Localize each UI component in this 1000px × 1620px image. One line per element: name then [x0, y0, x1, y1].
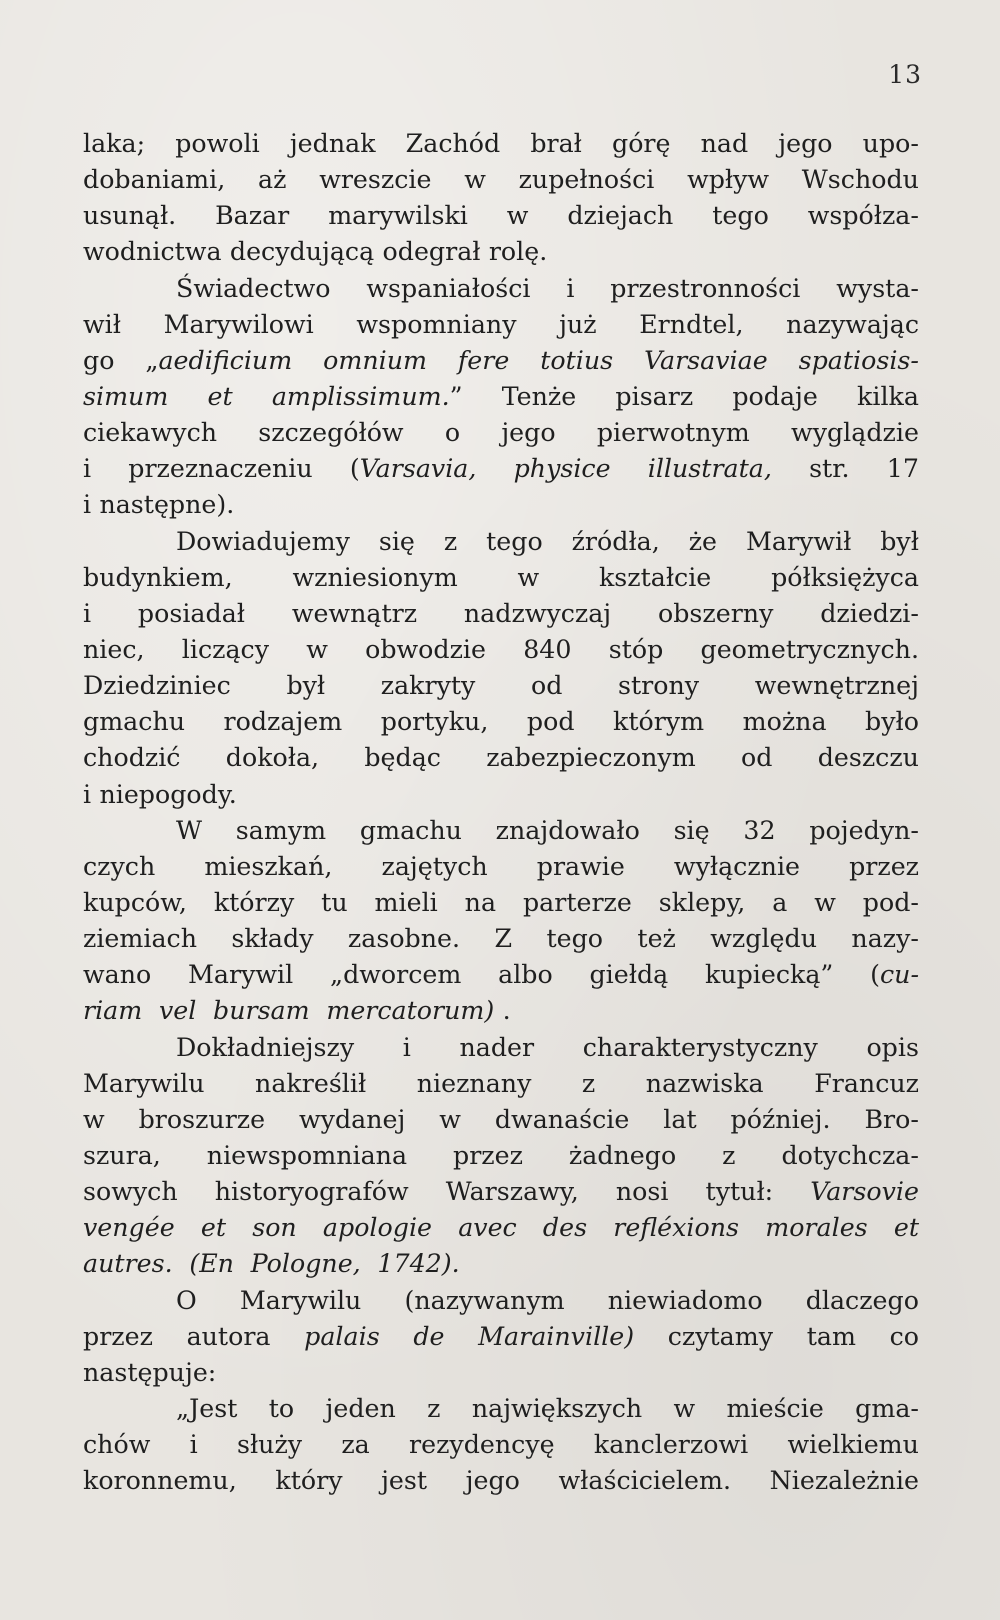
word: źródła, — [571, 526, 660, 556]
word: go — [83, 345, 115, 375]
word: Świadectwo — [176, 273, 331, 303]
text-line — [83, 451, 919, 487]
word: z — [581, 1068, 596, 1098]
word: nosi — [615, 1177, 669, 1207]
word: 17 — [886, 454, 919, 484]
word: spatiosis- — [798, 345, 919, 375]
word: posiadał — [137, 598, 245, 628]
word: dotychcza- — [781, 1140, 919, 1170]
text-line — [83, 1391, 919, 1427]
word: już — [559, 309, 597, 339]
word: Bro- — [864, 1104, 919, 1134]
word: jest — [381, 1466, 428, 1496]
word: w — [814, 887, 836, 917]
word: współza- — [807, 201, 919, 231]
word: o — [444, 418, 461, 448]
word: odegrał — [382, 237, 481, 267]
word: opis — [866, 1032, 919, 1062]
word: nader — [459, 1032, 535, 1062]
text-line — [83, 1463, 919, 1499]
word: niepogody. — [99, 779, 237, 809]
word: gmachu — [83, 707, 186, 737]
word: pod- — [862, 887, 919, 917]
word: pojedyn- — [809, 815, 919, 845]
text-line — [83, 1283, 919, 1319]
word: fere — [457, 345, 510, 375]
word: największych — [471, 1393, 643, 1423]
word: to — [268, 1393, 295, 1423]
word: dwanaście — [494, 1104, 630, 1134]
word: i — [83, 598, 92, 628]
text-line — [83, 993, 919, 1029]
word: Zachód — [405, 129, 501, 158]
word: Z — [494, 924, 513, 954]
word: dziejach — [567, 201, 674, 231]
word: ciekawych — [83, 418, 218, 448]
word: wielkiemu — [787, 1430, 919, 1460]
word: zasobne. — [347, 924, 461, 954]
word: palais — [304, 1321, 380, 1351]
word: rezydencyę — [409, 1430, 555, 1460]
word: w — [673, 1393, 696, 1423]
word: „aedificium — [145, 345, 293, 375]
word: (Varsavia, — [349, 454, 477, 484]
text-line — [83, 524, 919, 560]
text-line — [83, 1066, 919, 1102]
text-line — [83, 1210, 919, 1246]
word: dobaniami, — [83, 165, 226, 195]
word: jego — [778, 129, 833, 158]
word: wyłącznie — [673, 851, 800, 881]
word: wano — [83, 960, 152, 990]
word: omnium — [323, 345, 427, 375]
word: wysta- — [836, 273, 919, 303]
text-line — [83, 1319, 919, 1355]
word: O — [176, 1285, 197, 1315]
word: mercatorum) . — [326, 996, 511, 1026]
word: wyglądzie — [791, 418, 919, 448]
word: i — [83, 779, 92, 809]
word: dlaczego — [805, 1285, 919, 1315]
word: następuje: — [83, 1357, 217, 1387]
text-line — [83, 162, 919, 198]
text-line — [83, 957, 919, 993]
word: charakterystyczny — [582, 1032, 818, 1062]
word: liczący — [181, 634, 269, 664]
word: kilka — [857, 381, 919, 411]
word: znajdowało — [495, 815, 640, 845]
word: tam — [806, 1321, 856, 1351]
text-line — [83, 1246, 919, 1282]
text-line — [83, 1174, 919, 1210]
word: simum — [83, 381, 169, 411]
text-line — [83, 849, 919, 885]
word: Niezależnie — [769, 1466, 919, 1496]
word: będąc — [364, 743, 441, 773]
word: nazy- — [851, 924, 919, 954]
word: następne). — [99, 490, 235, 520]
word: jednak — [289, 129, 376, 158]
word: tu — [321, 887, 348, 917]
text-line — [83, 271, 919, 307]
word: nazywając — [786, 309, 919, 339]
word: autres. — [83, 1249, 173, 1279]
word: kupców, — [83, 887, 187, 917]
word: którzy — [213, 887, 295, 917]
word: gma- — [855, 1393, 919, 1423]
word: apologie — [322, 1213, 433, 1243]
word: zupełności — [518, 165, 655, 195]
text-line — [83, 921, 919, 957]
word: illustrata, — [647, 454, 772, 484]
word: co — [889, 1321, 919, 1351]
word: bursam — [213, 996, 310, 1026]
word: kupiecką” — [704, 960, 834, 990]
word: morales — [765, 1213, 868, 1243]
word: vengée — [83, 1213, 175, 1243]
text-line — [83, 1138, 919, 1174]
word: którym — [613, 707, 705, 737]
word: tego — [712, 201, 769, 231]
word: tego — [486, 526, 543, 556]
word: od — [530, 671, 563, 701]
word: et — [207, 381, 233, 411]
word: deszczu — [817, 743, 919, 773]
text-line — [83, 1427, 919, 1463]
word: amplissimum.” — [271, 381, 463, 411]
word: pierwotnym — [596, 418, 750, 448]
word: i — [566, 273, 575, 303]
word: niewiadomo — [607, 1285, 763, 1315]
word: nieznany — [416, 1068, 532, 1098]
text-line — [83, 198, 919, 234]
word: autora — [186, 1321, 271, 1351]
word: geometrycznych. — [700, 634, 919, 664]
word: lat — [663, 1104, 697, 1134]
text-line — [83, 596, 919, 632]
word: pod — [526, 707, 575, 737]
word: Dokładniejszy — [176, 1032, 355, 1062]
word: przez — [83, 1321, 153, 1351]
page-number: 13 — [888, 60, 922, 89]
text-line — [83, 704, 919, 740]
text-line — [83, 379, 919, 415]
word: jeden — [325, 1393, 396, 1423]
word: w — [517, 562, 540, 592]
word: służy — [236, 1430, 303, 1460]
word: „Jest — [176, 1393, 238, 1423]
word: mieście — [726, 1393, 824, 1423]
word: szczegółów — [258, 418, 404, 448]
word: zakryty — [380, 671, 476, 701]
word: dokoła, — [225, 743, 320, 773]
word: chodzić — [83, 743, 181, 773]
word: et — [200, 1213, 227, 1243]
text-line — [83, 560, 919, 596]
word: można — [742, 707, 827, 737]
word: zabezpieczonym — [486, 743, 696, 773]
word: wodnictwa — [83, 237, 222, 267]
word: podaje — [732, 381, 818, 411]
word: physice — [513, 454, 611, 484]
word: son — [252, 1213, 297, 1243]
word: był — [286, 671, 326, 701]
word: sowych — [83, 1177, 178, 1207]
word: przez — [453, 1140, 523, 1170]
word: mieszkań, — [204, 851, 333, 881]
text-line — [83, 307, 919, 343]
word: za — [341, 1430, 370, 1460]
word: jego — [501, 418, 556, 448]
text-line — [83, 234, 919, 270]
text-line — [83, 1102, 919, 1138]
word: i — [189, 1430, 198, 1460]
text-line — [83, 813, 919, 849]
word: gmachu — [359, 815, 462, 845]
word: się — [378, 526, 415, 556]
word: usunął. — [83, 201, 177, 231]
word: Marywil — [188, 960, 294, 990]
word: Marywilu — [83, 1068, 205, 1098]
word: rolę. — [488, 237, 548, 267]
word: laka; — [83, 129, 146, 158]
word: parterze — [522, 887, 632, 917]
body-text — [83, 126, 919, 1499]
word: prawie — [536, 851, 625, 881]
word: a — [772, 887, 788, 917]
word: czytamy — [667, 1321, 774, 1351]
word: który — [275, 1466, 343, 1496]
word: półksiężyca — [771, 562, 919, 592]
word: Erndtel, — [639, 309, 744, 339]
word: i — [402, 1032, 411, 1062]
word: chów — [83, 1430, 151, 1460]
word: Warszawy, — [445, 1177, 579, 1207]
word: budynkiem, — [83, 562, 233, 592]
word: wzniesionym — [292, 562, 458, 592]
word: składy — [231, 924, 314, 954]
word: wewnętrznej — [754, 671, 919, 701]
word: w — [439, 1104, 461, 1134]
word: Varsovie — [810, 1177, 919, 1207]
word: nazwiska — [645, 1068, 764, 1098]
word: niewspomniana — [206, 1140, 408, 1170]
word: też — [637, 924, 676, 954]
word: później. — [730, 1104, 831, 1134]
word: na — [464, 887, 497, 917]
text-line — [83, 777, 919, 813]
word: Bazar — [215, 201, 290, 231]
word: (En — [189, 1249, 234, 1279]
word: sklepy, — [658, 887, 746, 917]
word: broszurze — [138, 1104, 266, 1134]
word: czych — [83, 851, 156, 881]
word: albo — [498, 960, 553, 990]
word: z — [722, 1140, 736, 1170]
word: 1742). — [377, 1249, 460, 1279]
word: rodzajem — [223, 707, 343, 737]
word: przeznaczeniu — [128, 454, 313, 484]
word: Tenże — [501, 381, 577, 411]
word: wreszcie — [319, 165, 432, 195]
word: Marywilu — [239, 1285, 362, 1315]
word: z — [427, 1393, 441, 1423]
word: w — [83, 1104, 105, 1134]
word: Varsaviae — [644, 345, 768, 375]
word: ziemiach — [83, 924, 198, 954]
word: 32 — [743, 815, 776, 845]
word: od — [740, 743, 773, 773]
word: wewnątrz — [291, 598, 418, 628]
word: Francuz — [814, 1068, 919, 1098]
word: Wschodu — [801, 165, 919, 195]
word: wspaniałości — [366, 273, 531, 303]
word: było — [865, 707, 919, 737]
text-line — [83, 668, 919, 704]
word: refléxions — [613, 1213, 740, 1243]
word: strony — [618, 671, 700, 701]
word: Marywilowi — [163, 309, 314, 339]
word: (cu- — [870, 960, 919, 990]
text-line — [83, 885, 919, 921]
word: przestronności — [610, 273, 801, 303]
word: obszerny — [657, 598, 774, 628]
word: że — [688, 526, 718, 556]
word: Dziedziniec — [83, 671, 231, 701]
word: wspomniany — [356, 309, 517, 339]
word: Marainville) — [478, 1321, 635, 1351]
word: przez — [849, 851, 919, 881]
word: właścicielem. — [558, 1466, 732, 1496]
word: tego — [546, 924, 603, 954]
word: wpływ — [687, 165, 770, 195]
word: jego — [465, 1466, 520, 1496]
word: nad — [700, 129, 749, 158]
word: niec, — [83, 634, 145, 664]
word: aż — [258, 165, 287, 195]
word: Dowiadujemy — [176, 526, 350, 556]
word: et — [893, 1213, 919, 1243]
word: pisarz — [615, 381, 694, 411]
word: totius — [540, 345, 614, 375]
word: str. — [809, 454, 850, 484]
word: 840 — [523, 634, 572, 664]
word: de — [413, 1321, 445, 1351]
text-line — [83, 343, 919, 379]
word: i — [83, 454, 92, 484]
text-line — [83, 1355, 919, 1391]
word: z — [443, 526, 458, 556]
word: dziedzi- — [820, 598, 919, 628]
word: „dworcem — [329, 960, 462, 990]
word: brał — [530, 129, 582, 158]
word: względu — [710, 924, 818, 954]
word: vel — [158, 996, 197, 1026]
word: koronnemu, — [83, 1466, 237, 1496]
word: i — [83, 490, 92, 520]
word: się — [673, 815, 710, 845]
word: historyografów — [214, 1177, 409, 1207]
word: portyku, — [380, 707, 489, 737]
word: w — [506, 201, 529, 231]
word: stóp — [608, 634, 664, 664]
word: Pologne, — [250, 1249, 361, 1279]
word: zajętych — [381, 851, 488, 881]
word: kanclerzowi — [593, 1430, 749, 1460]
text-line — [83, 126, 919, 162]
text-line — [83, 487, 919, 523]
word: nadzwyczaj — [463, 598, 612, 628]
word: wił — [83, 309, 121, 339]
text-line — [83, 1030, 919, 1066]
word: wydanej — [299, 1104, 406, 1134]
word: samym — [235, 815, 327, 845]
word: żadnego — [568, 1140, 677, 1170]
word: avec — [458, 1213, 517, 1243]
word: w — [306, 634, 328, 664]
word: des — [542, 1213, 588, 1243]
word: obwodzie — [365, 634, 486, 664]
text-line — [83, 415, 919, 451]
word: w — [464, 165, 486, 195]
word: Marywił — [745, 526, 852, 556]
text-line — [83, 632, 919, 668]
word: W — [176, 815, 203, 845]
word: szura, — [83, 1140, 161, 1170]
word: mieli — [374, 887, 438, 917]
word: riam — [83, 996, 143, 1026]
word: powoli — [175, 129, 260, 158]
word: był — [880, 526, 919, 556]
word: giełdą — [589, 960, 669, 990]
text-line — [83, 740, 919, 776]
word: górę — [612, 129, 671, 158]
word: tytuł: — [705, 1177, 774, 1207]
word: decydującą — [229, 237, 375, 267]
word: (nazywanym — [404, 1285, 565, 1315]
word: marywilski — [328, 201, 468, 231]
word: kształcie — [598, 562, 712, 592]
word: upo- — [862, 129, 919, 158]
word: nakreślił — [255, 1068, 367, 1098]
